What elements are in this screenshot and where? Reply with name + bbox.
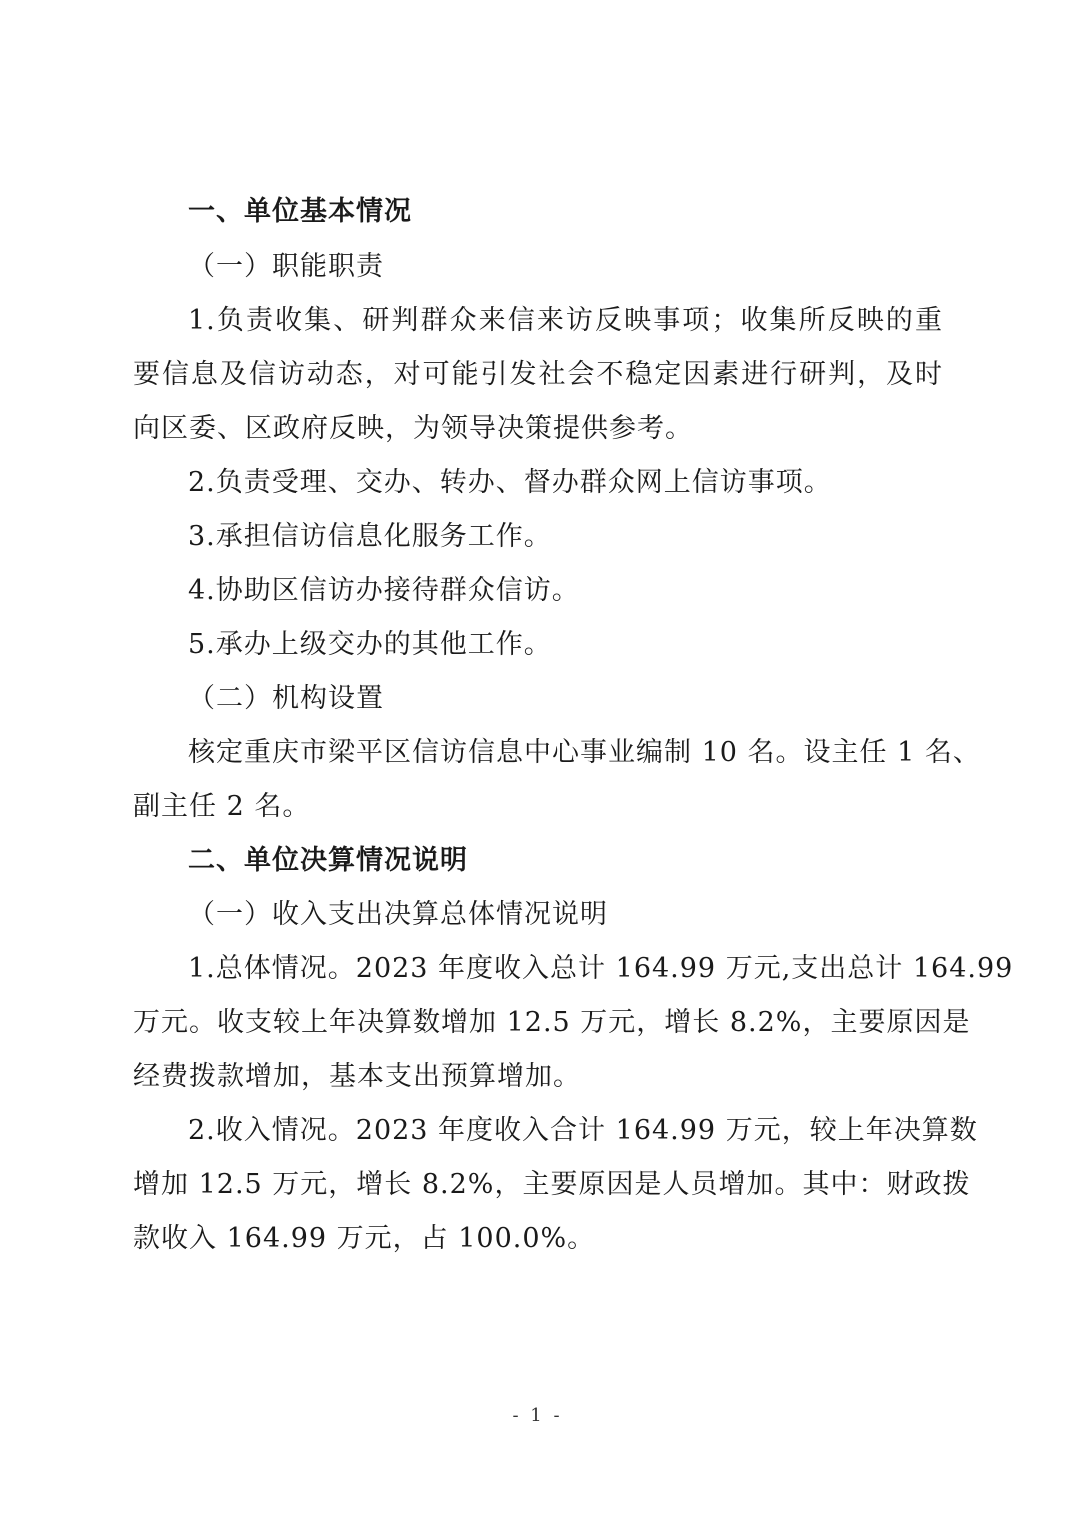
duty-item-5: 5.承办上级交办的其他工作。: [188, 629, 552, 660]
organization-line-2: 副主任 2 名。: [133, 791, 311, 822]
overall-line-3: 经费拨款增加，基本支出预算增加。: [133, 1061, 581, 1092]
income-line-1: 2.收入情况。2023 年度收入合计 164.99 万元，较上年决算数: [188, 1115, 978, 1146]
duty-item-1-line-3: 向区委、区政府反映，为领导决策提供参考。: [133, 413, 693, 444]
section-1-heading: 一、单位基本情况: [188, 196, 412, 227]
income-line-3: 款收入 164.99 万元，占 100.0%。: [133, 1223, 596, 1254]
duty-item-1-line-1: 1.负责收集、研判群众来信来访反映事项；收集所反映的重: [188, 305, 943, 336]
subsection-1-2-heading: （二）机构设置: [188, 683, 384, 714]
overall-line-1: 1.总体情况。2023 年度收入总计 164.99 万元,支出总计 164.99: [188, 953, 1014, 984]
income-line-2: 增加 12.5 万元，增长 8.2%，主要原因是人员增加。其中：财政拨: [133, 1169, 971, 1200]
duty-item-4: 4.协助区信访办接待群众信访。: [188, 575, 580, 606]
section-2-heading: 二、单位决算情况说明: [188, 845, 468, 876]
duty-item-1-line-2: 要信息及信访动态，对可能引发社会不稳定因素进行研判，及时: [133, 359, 943, 390]
organization-line-1: 核定重庆市梁平区信访信息中心事业编制 10 名。设主任 1 名、: [188, 737, 981, 768]
subsection-2-1-heading: （一）收入支出决算总体情况说明: [188, 899, 608, 930]
subsection-1-1-heading: （一）职能职责: [188, 251, 384, 282]
page-number: - 1 -: [512, 1405, 563, 1426]
duty-item-2: 2.负责受理、交办、转办、督办群众网上信访事项。: [188, 467, 832, 498]
overall-line-2: 万元。收支较上年决算数增加 12.5 万元，增长 8.2%，主要原因是: [133, 1007, 971, 1038]
duty-item-3: 3.承担信访信息化服务工作。: [188, 521, 552, 552]
